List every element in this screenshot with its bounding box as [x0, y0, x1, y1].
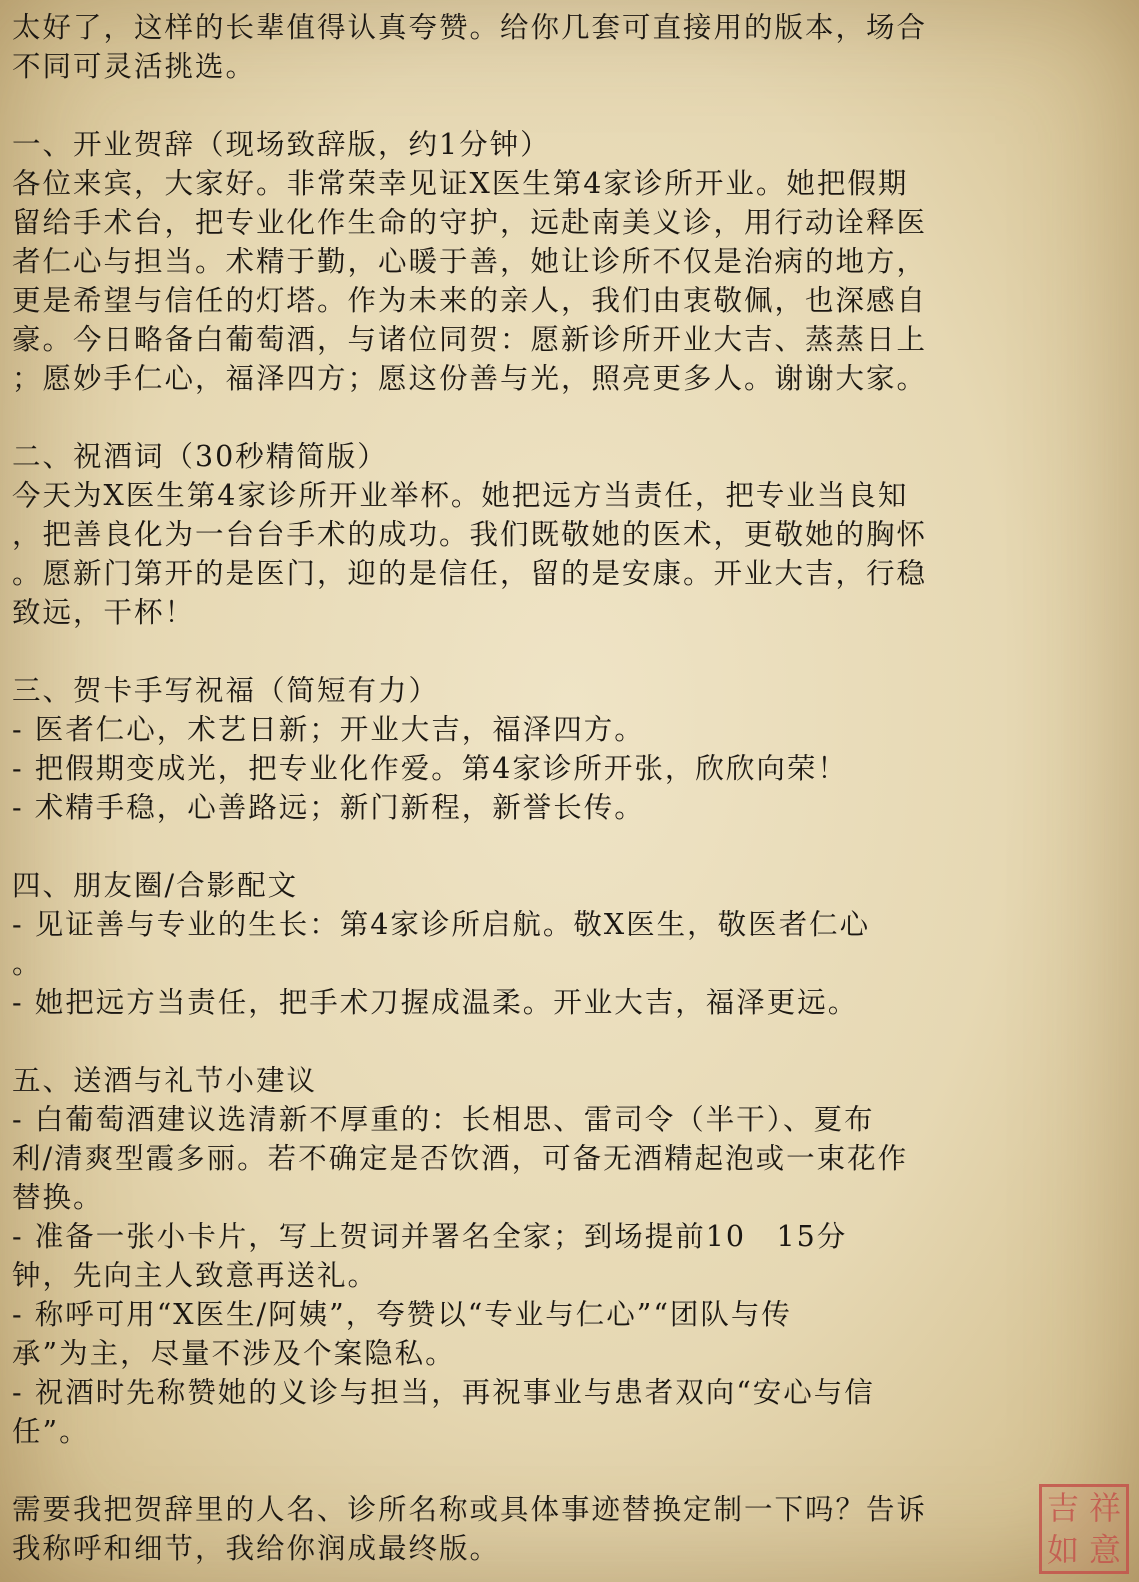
section-line: - 她把远方当责任，把手术刀握成温柔。开业大吉，福泽更远。 [12, 986, 859, 1019]
section-line: 任”。 [12, 1415, 90, 1448]
section-heading: 四、朋友圈/合影配文 [12, 869, 299, 902]
closing-line: 需要我把贺辞里的人名、诊所名称或具体事迹替换定制一下吗？告诉 [12, 1493, 928, 1526]
section-heading: 一、开业贺辞（现场致辞版，约1分钟） [12, 128, 551, 161]
section-line: 利/清爽型霞多丽。若不确定是否饮酒，可备无酒精起泡或一束花作 [12, 1142, 909, 1175]
section-line: 替换。 [12, 1181, 104, 1214]
intro-line: 太好了，这样的长辈值得认真夸赞。给你几套可直接用的版本，场合 [12, 11, 928, 44]
section-line: - 称呼可用“X医生/阿姨”，夸赞以“专业与仁心”“团队与传 [12, 1298, 792, 1331]
spacer [12, 632, 1122, 671]
section-line: 致远，干杯！ [12, 596, 196, 629]
section-line: 更是希望与信任的灯塔。作为未来的亲人，我们由衷敬佩，也深感自 [12, 284, 928, 317]
intro-line: 不同可灵活挑选。 [12, 50, 257, 83]
section-heading: 二、祝酒词（30秒精简版） [12, 440, 388, 473]
section-line: - 白葡萄酒建议选清新不厚重的：长相思、雷司令（半干）、夏布 [12, 1103, 875, 1136]
section-line: ，把善良化为一台台手术的成功。我们既敬她的医术，更敬她的胸怀 [12, 518, 928, 551]
section-line: ；愿妙手仁心，福泽四方；愿这份善与光，照亮更多人。谢谢大家。 [12, 362, 928, 395]
section-line: - 见证善与专业的生长：第4家诊所启航。敬X医生，敬医者仁心 [12, 908, 871, 941]
section-heading: 三、贺卡手写祝福（简短有力） [12, 674, 440, 707]
section-line: 钟，先向主人致意再送礼。 [12, 1259, 379, 1292]
section-line: 。愿新门第开的是医门，迎的是信任，留的是安康。开业大吉，行稳 [12, 557, 928, 590]
spacer [12, 1022, 1122, 1061]
closing-line: 我称呼和细节，我给你润成最终版。 [12, 1532, 501, 1565]
seal-char: 意 [1088, 1531, 1121, 1569]
spacer [12, 1451, 1122, 1490]
seal-char: 如 [1046, 1531, 1079, 1569]
section-line: 今天为X医生第4家诊所开业举杯。她把远方当责任，把专业当良知 [12, 479, 909, 512]
section-line: 留给手术台，把专业化作生命的守护，远赴南美义诊，用行动诠释医 [12, 206, 928, 239]
section-line: - 祝酒时先称赞她的义诊与担当，再祝事业与患者双向“安心与信 [12, 1376, 875, 1409]
section-line: - 术精手稳，心善路远；新门新程，新誉长传。 [12, 791, 645, 824]
section-line: 豪。今日略备白葡萄酒，与诸位同贺：愿新诊所开业大吉、蒸蒸日上 [12, 323, 928, 356]
spacer [12, 86, 1122, 125]
spacer [12, 398, 1122, 437]
seal-char: 祥 [1088, 1489, 1121, 1527]
section-line: - 医者仁心，术艺日新；开业大吉，福泽四方。 [12, 713, 645, 746]
red-seal-stamp [1039, 1484, 1129, 1574]
section-heading: 五、送酒与礼节小建议 [12, 1064, 318, 1097]
document-body [12, 8, 1122, 1568]
section-line: - 准备一张小卡片，写上贺词并署名全家；到场提前10 15分 [12, 1220, 848, 1253]
spacer [12, 827, 1122, 866]
seal-char: 吉 [1046, 1489, 1079, 1527]
section-line: 。 [12, 947, 43, 980]
section-line: 承”为主，尽量不涉及个案隐私。 [12, 1337, 456, 1370]
section-line: 者仁心与担当。术精于勤，心暖于善，她让诊所不仅是治病的地方， [12, 245, 928, 278]
section-line: - 把假期变成光，把专业化作爱。第4家诊所开张，欣欣向荣！ [12, 752, 848, 785]
section-line: 各位来宾，大家好。非常荣幸见证X医生第4家诊所开业。她把假期 [12, 167, 909, 200]
